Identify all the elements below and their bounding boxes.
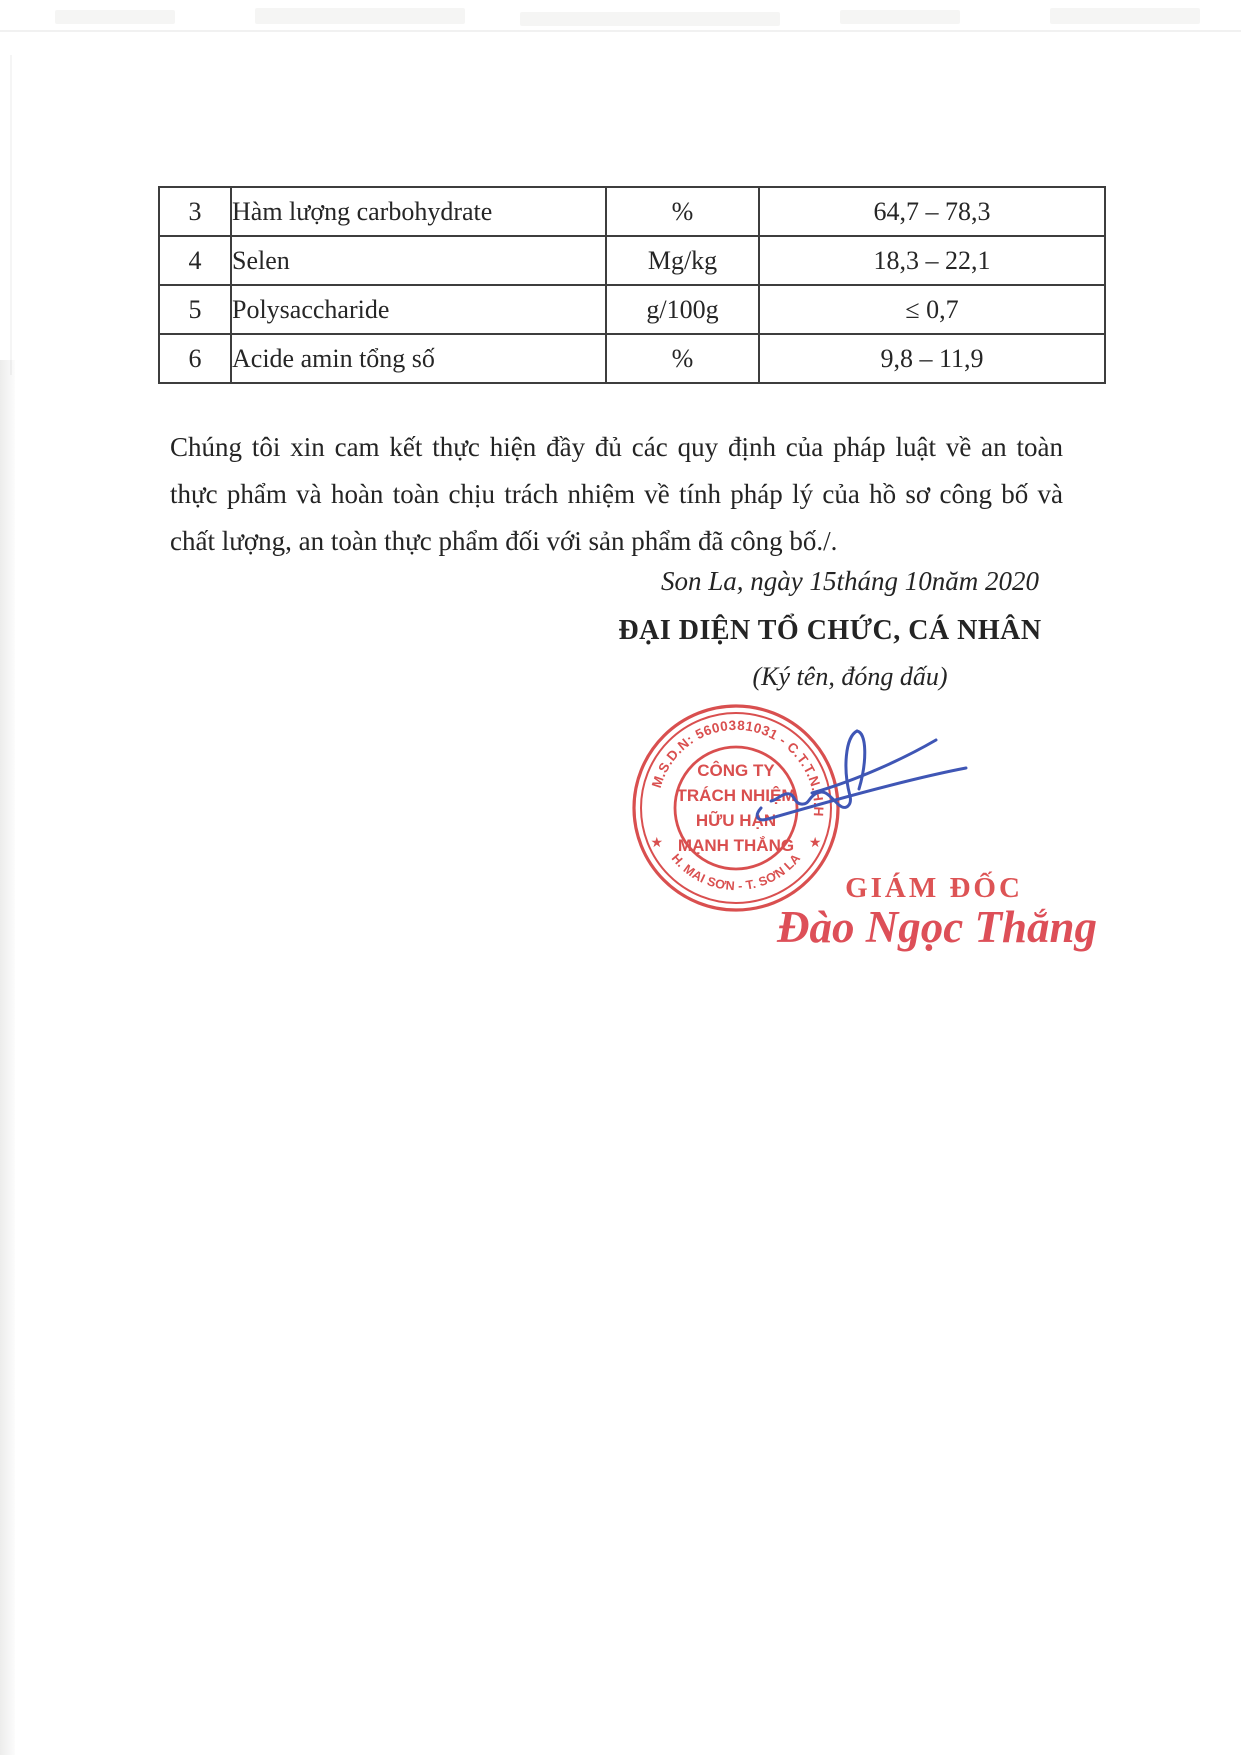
stamp-center-line: HỮU HẠN	[695, 811, 777, 830]
row-number-cell: 6	[159, 334, 231, 383]
stamp-center-line: TRÁCH NHIỆM	[676, 786, 796, 805]
value-cell: 18,3 – 22,1	[759, 236, 1105, 285]
stamp-center-line: CÔNG TY	[697, 761, 775, 780]
scan-artifact-left-edge	[0, 360, 15, 1755]
spec-table	[158, 186, 1106, 384]
value-cell: 9,8 – 11,9	[759, 334, 1105, 383]
row-number-cell: 4	[159, 236, 231, 285]
criterion-name-cell: Hàm lượng carbohydrate	[231, 187, 606, 236]
director-title: GIÁM ĐỐC	[845, 872, 1023, 904]
scan-smudge	[1050, 8, 1200, 24]
scan-smudge	[55, 10, 175, 24]
commitment-line: chất lượng, an toàn thực phẩm đối với sản phẩm đã công bố./.	[170, 526, 838, 556]
representative-heading: ĐẠI DIỆN TỔ CHỨC, CÁ NHÂN	[618, 615, 1042, 646]
unit-cell: %	[606, 334, 759, 383]
scan-artifact-left-line	[10, 55, 12, 375]
criterion-name-cell: Selen	[231, 236, 606, 285]
scan-smudge	[520, 12, 780, 26]
handwritten-signature	[600, 680, 1060, 880]
row-number-cell: 3	[159, 187, 231, 236]
stamp-ring-text-bottom: H. MAI SƠN - T. SƠN LA	[668, 851, 804, 894]
value-cell: 64,7 – 78,3	[759, 187, 1105, 236]
sign-note: (Ký tên, đóng dấu)	[752, 662, 948, 691]
table-row	[159, 236, 1105, 285]
commitment-line: thực phẩm và hoàn toàn chịu trách nhiệm về tính pháp lý của hồ sơ công bố và	[170, 479, 1063, 509]
signature-stroke-top	[812, 740, 936, 793]
signer-name: Đào Ngọc Thắng	[776, 902, 1097, 952]
unit-cell: Mg/kg	[606, 236, 759, 285]
scan-smudge	[255, 8, 465, 24]
row-number-cell: 5	[159, 285, 231, 334]
criterion-name-cell: Acide amin tổng số	[231, 334, 606, 383]
table-row	[159, 285, 1105, 334]
commitment-paragraph	[170, 424, 1063, 565]
date-line: Son La, ngày 15tháng 10năm 2020	[661, 566, 1039, 596]
stamp-star-left-icon: ★	[650, 836, 664, 851]
signature-loop	[857, 731, 865, 789]
unit-cell: g/100g	[606, 285, 759, 334]
unit-cell: %	[606, 187, 759, 236]
signature-squiggle	[771, 731, 857, 807]
scan-smudge	[840, 10, 960, 24]
value-cell: ≤ 0,7	[759, 285, 1105, 334]
criterion-name-cell: Polysaccharide	[231, 285, 606, 334]
stamp-center-line: MẠNH THẮNG	[677, 836, 795, 855]
commitment-line: Chúng tôi xin cam kết thực hiện đầy đủ các quy định của pháp luật về an toàn	[170, 432, 1063, 462]
table-row	[159, 187, 1105, 236]
stamp-star-right-icon: ★	[808, 836, 822, 851]
table-row	[159, 334, 1105, 383]
stamp-ring-text-top: M.S.D.N: 5600381031 - C.T.T.N.H.H	[648, 717, 827, 818]
